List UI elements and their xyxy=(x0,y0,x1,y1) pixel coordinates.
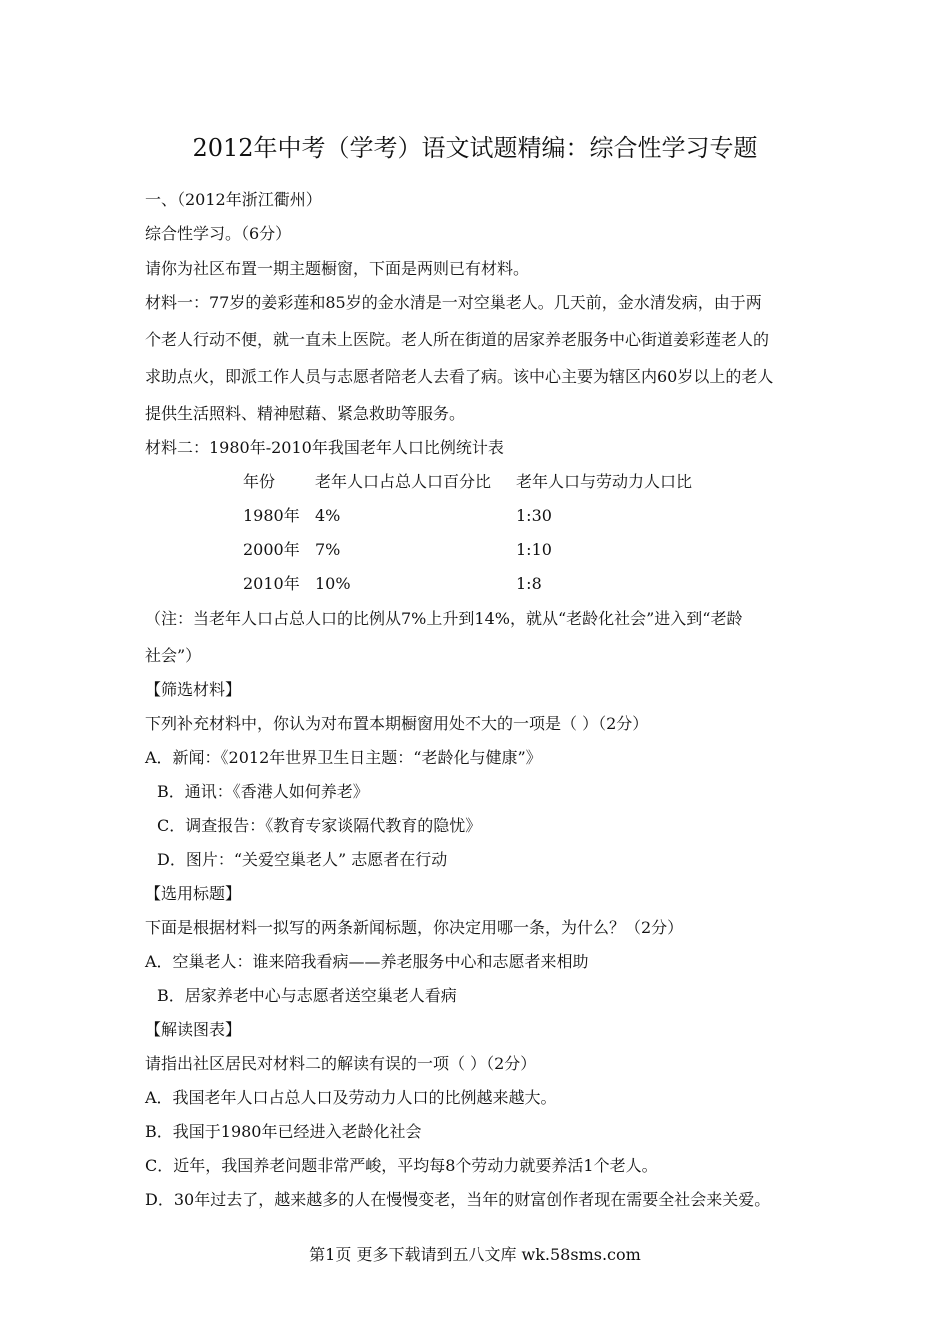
intro-paragraph: 请你为社区布置一期主题橱窗，下面是两则已有材料。 xyxy=(145,259,530,278)
table-cell: 7% xyxy=(315,540,341,559)
table-cell: 1:30 xyxy=(516,506,552,525)
table-header-cell: 年份 xyxy=(243,472,276,491)
q3-option-a: A．我国老年人口占总人口及劳动力人口的比例越来越大。 xyxy=(145,1088,557,1107)
table-cell: 1:8 xyxy=(516,574,542,593)
q3-option-d: D．30年过去了，越来越多的人在慢慢变老，当年的财富创作者现在需要全社会来关爱。 xyxy=(145,1190,771,1209)
table-header-cell: 老年人口占总人口百分比 xyxy=(315,472,492,491)
q2-option-b: B．居家养老中心与志愿者送空巢老人看病 xyxy=(157,986,457,1005)
q2-prompt: 下面是根据材料一拟写的两条新闻标题，你决定用哪一条，为什么？（2分） xyxy=(145,918,684,937)
q1-option-d: D．图片：“关爱空巢老人” 志愿者在行动 xyxy=(157,850,448,869)
page-footer: 第1页 更多下载请到五八文库 wk.58sms.com xyxy=(309,1245,641,1264)
q1-label: 【筛选材料】 xyxy=(145,680,242,699)
table-cell: 2010年 xyxy=(243,574,300,593)
material1-line: 材料一：77岁的姜彩莲和85岁的金水清是一对空巢老人。几天前，金水清发病，由于两 xyxy=(145,293,762,312)
q1-option-a: A．新闻：《2012年世界卫生日主题：“老龄化与健康”》 xyxy=(145,748,542,767)
page-title: 2012年中考（学考）语文试题精编：综合性学习专题 xyxy=(192,134,758,162)
q2-label: 【选用标题】 xyxy=(145,884,242,903)
q3-option-b: B．我国于1980年已经进入老龄化社会 xyxy=(145,1122,422,1141)
q1-option-c: C．调查报告：《教育专家谈隔代教育的隐忧》 xyxy=(157,816,482,835)
material2-title: 材料二：1980年-2010年我国老年人口比例统计表 xyxy=(145,438,504,457)
note-line: 社会”） xyxy=(145,646,202,665)
section-subheading: 综合性学习。（6分） xyxy=(145,224,292,243)
q3-option-c: C．近年，我国养老问题非常严峻，平均每8个劳动力就要养活1个老人。 xyxy=(145,1156,658,1175)
material1-line: 求助点火，即派工作人员与志愿者陪老人去看了病。该中心主要为辖区内60岁以上的老人 xyxy=(145,367,774,386)
q1-option-b: B．通讯：《香港人如何养老》 xyxy=(157,782,369,801)
q3-prompt: 请指出社区居民对材料二的解读有误的一项（ ）（2分） xyxy=(145,1054,537,1073)
table-cell: 10% xyxy=(315,574,351,593)
table-cell: 4% xyxy=(315,506,341,525)
q2-option-a: A．空巢老人：谁来陪我看病——养老服务中心和志愿者来相助 xyxy=(145,952,589,971)
table-header-cell: 老年人口与劳动力人口比 xyxy=(516,472,693,491)
table-cell: 1:10 xyxy=(516,540,552,559)
material1-line: 个老人行动不便，就一直未上医院。老人所在街道的居家养老服务中心街道姜彩莲老人的 xyxy=(145,330,770,349)
table-cell: 1980年 xyxy=(243,506,300,525)
note-line: （注：当老年人口占总人口的比例从7%上升到14%，就从“老龄化社会”进入到“老龄 xyxy=(145,609,743,628)
material1-line: 提供生活照料、精神慰藉、紧急救助等服务。 xyxy=(145,404,466,423)
q1-prompt: 下列补充材料中，你认为对布置本期橱窗用处不大的一项是（ ）（2分） xyxy=(145,714,649,733)
table-cell: 2000年 xyxy=(243,540,300,559)
section-heading: 一、（2012年浙江衢州） xyxy=(145,190,322,209)
q3-label: 【解读图表】 xyxy=(145,1020,242,1039)
